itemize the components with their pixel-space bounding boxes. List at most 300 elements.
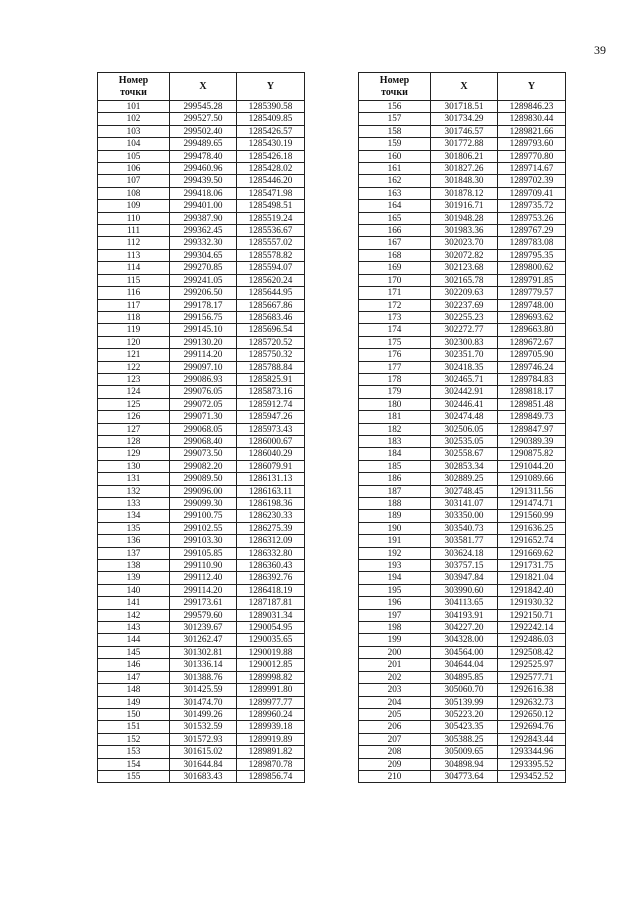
y-header: Y [498,73,566,101]
point-number-cell: 106 [98,163,170,175]
y-coordinate-cell: 1290035.65 [237,634,305,646]
y-coordinate-cell: 1291821.04 [498,572,566,584]
y-coordinate-cell: 1289791.85 [498,274,566,286]
x-coordinate-cell: 304895.85 [431,671,498,683]
x-coordinate-cell: 299086.93 [170,373,237,385]
point-number-cell: 188 [359,498,431,510]
y-coordinate-cell: 1285557.02 [237,237,305,249]
point-number-cell: 166 [359,225,431,237]
x-coordinate-cell: 302465.71 [431,373,498,385]
table-row [98,572,305,584]
y-coordinate-cell: 1285430.19 [237,138,305,150]
table-row [359,411,566,423]
y-coordinate-cell: 1286079.91 [237,460,305,472]
point-number-cell: 107 [98,175,170,187]
point-number-cell: 102 [98,113,170,125]
table-row [98,646,305,658]
point-number-cell: 101 [98,101,170,113]
table-row [98,460,305,472]
table-row [98,498,305,510]
table-row [359,336,566,348]
x-coordinate-cell: 299068.05 [170,423,237,435]
page-number: 39 [594,43,606,57]
table-row [359,634,566,646]
point-number-cell: 134 [98,510,170,522]
x-coordinate-cell: 299112.40 [170,572,237,584]
x-coordinate-cell: 299178.17 [170,299,237,311]
table-row [359,733,566,745]
point-number-cell: 196 [359,597,431,609]
point-number-cell: 179 [359,386,431,398]
point-number-cell: 113 [98,249,170,261]
x-coordinate-cell: 302418.35 [431,361,498,373]
point-number-cell: 192 [359,547,431,559]
x-coordinate-cell: 304193.91 [431,609,498,621]
y-coordinate-cell: 1289960.24 [237,708,305,720]
y-coordinate-cell: 1285683.46 [237,311,305,323]
point-number-cell: 116 [98,287,170,299]
x-coordinate-cell: 301474.70 [170,696,237,708]
table-row [98,411,305,423]
x-coordinate-cell: 302023.70 [431,237,498,249]
x-coordinate-cell: 299527.50 [170,113,237,125]
y-coordinate-cell: 1285519.24 [237,212,305,224]
x-coordinate-cell: 301746.57 [431,125,498,137]
x-coordinate-cell: 299145.10 [170,324,237,336]
x-coordinate-cell: 301336.14 [170,659,237,671]
x-coordinate-cell: 299105.85 [170,547,237,559]
y-coordinate-cell: 1291044.20 [498,460,566,472]
y-coordinate-cell: 1289784.83 [498,373,566,385]
table-row [98,200,305,212]
x-coordinate-cell: 299102.55 [170,522,237,534]
x-coordinate-cell: 305009.65 [431,746,498,758]
x-coordinate-cell: 305139.99 [431,696,498,708]
x-coordinate-cell: 299073.50 [170,448,237,460]
x-coordinate-cell: 299072.05 [170,398,237,410]
table-row [359,299,566,311]
x-coordinate-cell: 299545.28 [170,101,237,113]
y-coordinate-cell: 1286332.80 [237,547,305,559]
x-coordinate-cell: 299089.50 [170,473,237,485]
coordinates-table-left [97,72,305,783]
y-coordinate-cell: 1289714.67 [498,163,566,175]
table-row [98,398,305,410]
point-number-cell: 148 [98,684,170,696]
point-number-cell: 137 [98,547,170,559]
point-number-cell: 159 [359,138,431,150]
point-number-cell: 205 [359,708,431,720]
y-coordinate-cell: 1289705.90 [498,349,566,361]
y-coordinate-cell: 1290019.88 [237,646,305,658]
y-coordinate-cell: 1289800.62 [498,262,566,274]
x-coordinate-cell: 301499.26 [170,708,237,720]
x-coordinate-cell: 301302.81 [170,646,237,658]
y-coordinate-cell: 1285446.20 [237,175,305,187]
point-number-cell: 150 [98,708,170,720]
x-coordinate-cell: 299114.20 [170,584,237,596]
y-coordinate-cell: 1289793.60 [498,138,566,150]
x-coordinate-cell: 301948.28 [431,212,498,224]
y-coordinate-cell: 1289795.35 [498,249,566,261]
x-coordinate-cell: 301848.30 [431,175,498,187]
point-number-cell: 104 [98,138,170,150]
x-coordinate-cell: 301772.88 [431,138,498,150]
x-coordinate-cell: 303581.77 [431,535,498,547]
point-number-cell: 201 [359,659,431,671]
table-row [98,696,305,708]
y-coordinate-cell: 1286312.09 [237,535,305,547]
table-row [98,138,305,150]
y-coordinate-cell: 1289767.29 [498,225,566,237]
table-row [359,485,566,497]
table-row [359,473,566,485]
point-number-cell: 163 [359,187,431,199]
x-coordinate-cell: 301718.51 [431,101,498,113]
point-number-cell: 203 [359,684,431,696]
table-row [98,510,305,522]
table-row [98,311,305,323]
table-row [359,212,566,224]
point-number-cell: 174 [359,324,431,336]
y-coordinate-cell: 1293395.52 [498,758,566,770]
table-row [98,622,305,634]
table-row [98,373,305,385]
point-number-cell: 110 [98,212,170,224]
table-row [359,746,566,758]
y-coordinate-cell: 1289031.34 [237,609,305,621]
table-row [98,609,305,621]
table-row [359,237,566,249]
table-row [359,324,566,336]
table-row [359,547,566,559]
table-row [98,287,305,299]
y-coordinate-cell: 1293344.96 [498,746,566,758]
table-row [359,646,566,658]
point-number-cell: 168 [359,249,431,261]
table-row [359,572,566,584]
x-coordinate-cell: 299096.00 [170,485,237,497]
x-coordinate-cell: 302255.23 [431,311,498,323]
point-number-cell: 123 [98,373,170,385]
table-row [98,758,305,770]
table-row [359,435,566,447]
x-coordinate-cell: 304564.00 [431,646,498,658]
y-coordinate-cell: 1289702.39 [498,175,566,187]
table-row [98,684,305,696]
table-row [359,113,566,125]
y-coordinate-cell: 1292508.42 [498,646,566,658]
y-coordinate-cell: 1286198.36 [237,498,305,510]
x-coordinate-cell: 299071.30 [170,411,237,423]
point-number-cell: 112 [98,237,170,249]
x-coordinate-cell: 302748.45 [431,485,498,497]
point-number-cell: 177 [359,361,431,373]
x-coordinate-cell: 301239.67 [170,622,237,634]
x-coordinate-cell: 301806.21 [431,150,498,162]
y-coordinate-cell: 1289891.82 [237,746,305,758]
table-row [359,225,566,237]
y-coordinate-cell: 1285536.67 [237,225,305,237]
y-coordinate-cell: 1291311.56 [498,485,566,497]
point-number-cell: 111 [98,225,170,237]
point-number-cell: 108 [98,187,170,199]
point-number-cell: 186 [359,473,431,485]
table-row [359,522,566,534]
y-coordinate-cell: 1286000.67 [237,435,305,447]
x-coordinate-cell: 299097.10 [170,361,237,373]
x-coordinate-cell: 299156.75 [170,311,237,323]
table-row [359,671,566,683]
y-coordinate-cell: 1290389.39 [498,435,566,447]
point-number-cell: 172 [359,299,431,311]
x-coordinate-cell: 299387.90 [170,212,237,224]
point-number-cell: 207 [359,733,431,745]
y-coordinate-cell: 1285947.26 [237,411,305,423]
x-coordinate-cell: 303350.00 [431,510,498,522]
x-coordinate-cell: 304644.04 [431,659,498,671]
table-row [98,386,305,398]
table-row [359,584,566,596]
point-number-cell: 208 [359,746,431,758]
y-coordinate-cell: 1289672.67 [498,336,566,348]
point-number-cell: 209 [359,758,431,770]
y-coordinate-cell: 1289849.73 [498,411,566,423]
y-coordinate-cell: 1285667.86 [237,299,305,311]
table-row [359,138,566,150]
x-coordinate-cell: 303141.07 [431,498,498,510]
y-header: Y [237,73,305,101]
table-row [98,274,305,286]
point-number-cell: 139 [98,572,170,584]
y-coordinate-cell: 1289770.80 [498,150,566,162]
point-number-cell: 184 [359,448,431,460]
table-row [359,708,566,720]
table-row [359,510,566,522]
table-row [98,175,305,187]
y-coordinate-cell: 1292632.73 [498,696,566,708]
y-coordinate-cell: 1285428.02 [237,163,305,175]
x-coordinate-cell: 302072.82 [431,249,498,261]
x-coordinate-cell: 302165.78 [431,274,498,286]
table-row [359,311,566,323]
point-number-cell: 147 [98,671,170,683]
point-number-cell: 171 [359,287,431,299]
table-row [359,349,566,361]
table-row [359,684,566,696]
point-number-cell: 152 [98,733,170,745]
x-header: X [431,73,498,101]
y-coordinate-cell: 1289783.08 [498,237,566,249]
point-number-cell: 140 [98,584,170,596]
x-coordinate-cell: 299478.40 [170,150,237,162]
x-coordinate-cell: 299241.05 [170,274,237,286]
table-row [98,659,305,671]
point-number-cell: 119 [98,324,170,336]
x-coordinate-cell: 299099.30 [170,498,237,510]
table-row [98,485,305,497]
x-coordinate-cell: 302535.05 [431,435,498,447]
table-row [359,287,566,299]
y-coordinate-cell: 1289753.26 [498,212,566,224]
table-row [98,721,305,733]
y-coordinate-cell: 1286230.33 [237,510,305,522]
x-coordinate-cell: 301262.47 [170,634,237,646]
point-number-cell: 122 [98,361,170,373]
x-coordinate-cell: 301615.02 [170,746,237,758]
point-number-cell: 144 [98,634,170,646]
y-coordinate-cell: 1289748.00 [498,299,566,311]
table-row [98,535,305,547]
y-coordinate-cell: 1289821.66 [498,125,566,137]
point-number-cell: 200 [359,646,431,658]
table-row [359,101,566,113]
x-coordinate-cell: 302889.25 [431,473,498,485]
y-coordinate-cell: 1289847.97 [498,423,566,435]
y-coordinate-cell: 1285750.32 [237,349,305,361]
x-coordinate-cell: 299100.75 [170,510,237,522]
table-row [98,324,305,336]
y-coordinate-cell: 1286418.19 [237,584,305,596]
x-coordinate-cell: 304898.94 [431,758,498,770]
y-coordinate-cell: 1292242.14 [498,622,566,634]
table-row [98,597,305,609]
y-coordinate-cell: 1292694.76 [498,721,566,733]
table-row [98,435,305,447]
y-coordinate-cell: 1285498.51 [237,200,305,212]
x-coordinate-cell: 301983.36 [431,225,498,237]
x-coordinate-cell: 302474.48 [431,411,498,423]
y-coordinate-cell: 1293452.52 [498,770,566,782]
point-number-cell: 182 [359,423,431,435]
table-row [98,163,305,175]
table-row [359,560,566,572]
point-number-cell: 127 [98,423,170,435]
table-row [98,708,305,720]
x-coordinate-cell: 302237.69 [431,299,498,311]
point-number-cell: 157 [359,113,431,125]
table-row [98,150,305,162]
table-header-row [98,73,305,101]
point-number-cell: 135 [98,522,170,534]
point-number-cell: 191 [359,535,431,547]
point-number-cell: 194 [359,572,431,584]
point-number-cell: 170 [359,274,431,286]
x-coordinate-cell: 301683.43 [170,770,237,782]
table-row [359,249,566,261]
table-row [98,187,305,199]
y-coordinate-cell: 1289919.89 [237,733,305,745]
x-coordinate-cell: 304328.00 [431,634,498,646]
table-row [98,733,305,745]
y-coordinate-cell: 1285912.74 [237,398,305,410]
x-coordinate-cell: 302446.41 [431,398,498,410]
table-row [98,212,305,224]
x-coordinate-cell: 301425.59 [170,684,237,696]
point-number-cell: 181 [359,411,431,423]
point-number-cell: 120 [98,336,170,348]
table-row [98,336,305,348]
y-coordinate-cell: 1290012.85 [237,659,305,671]
table-row [98,237,305,249]
point-number-cell: 109 [98,200,170,212]
table-row [98,770,305,782]
x-coordinate-cell: 302442.91 [431,386,498,398]
x-coordinate-cell: 299076.05 [170,386,237,398]
y-coordinate-cell: 1289998.82 [237,671,305,683]
x-coordinate-cell: 303947.84 [431,572,498,584]
table-row [98,361,305,373]
y-coordinate-cell: 1285390.58 [237,101,305,113]
point-number-cell: 153 [98,746,170,758]
table-row [359,262,566,274]
x-coordinate-cell: 305223.20 [431,708,498,720]
point-number-cell: 169 [359,262,431,274]
x-coordinate-cell: 299114.20 [170,349,237,361]
table-row [359,187,566,199]
point-number-cell: 195 [359,584,431,596]
table-row [98,522,305,534]
x-coordinate-cell: 305423.35 [431,721,498,733]
x-coordinate-cell: 299439.50 [170,175,237,187]
table-header-row [359,73,566,101]
y-coordinate-cell: 1291636.25 [498,522,566,534]
x-coordinate-cell: 302853.34 [431,460,498,472]
table-row [98,671,305,683]
point-number-cell: 131 [98,473,170,485]
x-coordinate-cell: 299103.30 [170,535,237,547]
table-row [98,473,305,485]
point-number-cell: 202 [359,671,431,683]
y-coordinate-cell: 1286392.76 [237,572,305,584]
y-coordinate-cell: 1285426.57 [237,125,305,137]
x-coordinate-cell: 305388.25 [431,733,498,745]
x-coordinate-cell: 302209.63 [431,287,498,299]
x-coordinate-cell: 303540.73 [431,522,498,534]
y-coordinate-cell: 1291474.71 [498,498,566,510]
point-number-cell: 154 [98,758,170,770]
table-row [98,448,305,460]
y-coordinate-cell: 1289939.18 [237,721,305,733]
point-number-cell: 118 [98,311,170,323]
x-coordinate-cell: 299068.40 [170,435,237,447]
table-row [359,163,566,175]
y-coordinate-cell: 1286360.43 [237,560,305,572]
table-body-right [359,101,566,783]
x-coordinate-cell: 299206.50 [170,287,237,299]
x-coordinate-cell: 303990.60 [431,584,498,596]
point-number-cell: 187 [359,485,431,497]
y-coordinate-cell: 1290875.82 [498,448,566,460]
table-row [98,547,305,559]
point-number-header: Номер точки [359,73,431,101]
y-coordinate-cell: 1285594.07 [237,262,305,274]
point-number-cell: 198 [359,622,431,634]
point-number-cell: 105 [98,150,170,162]
table-row [98,746,305,758]
x-coordinate-cell: 305060.70 [431,684,498,696]
point-number-cell: 199 [359,634,431,646]
table-row [359,460,566,472]
x-header: X [170,73,237,101]
table-row [359,125,566,137]
y-coordinate-cell: 1291560.99 [498,510,566,522]
point-number-cell: 158 [359,125,431,137]
y-coordinate-cell: 1289830.44 [498,113,566,125]
y-coordinate-cell: 1291930.32 [498,597,566,609]
y-coordinate-cell: 1286275.39 [237,522,305,534]
y-coordinate-cell: 1291669.62 [498,547,566,559]
